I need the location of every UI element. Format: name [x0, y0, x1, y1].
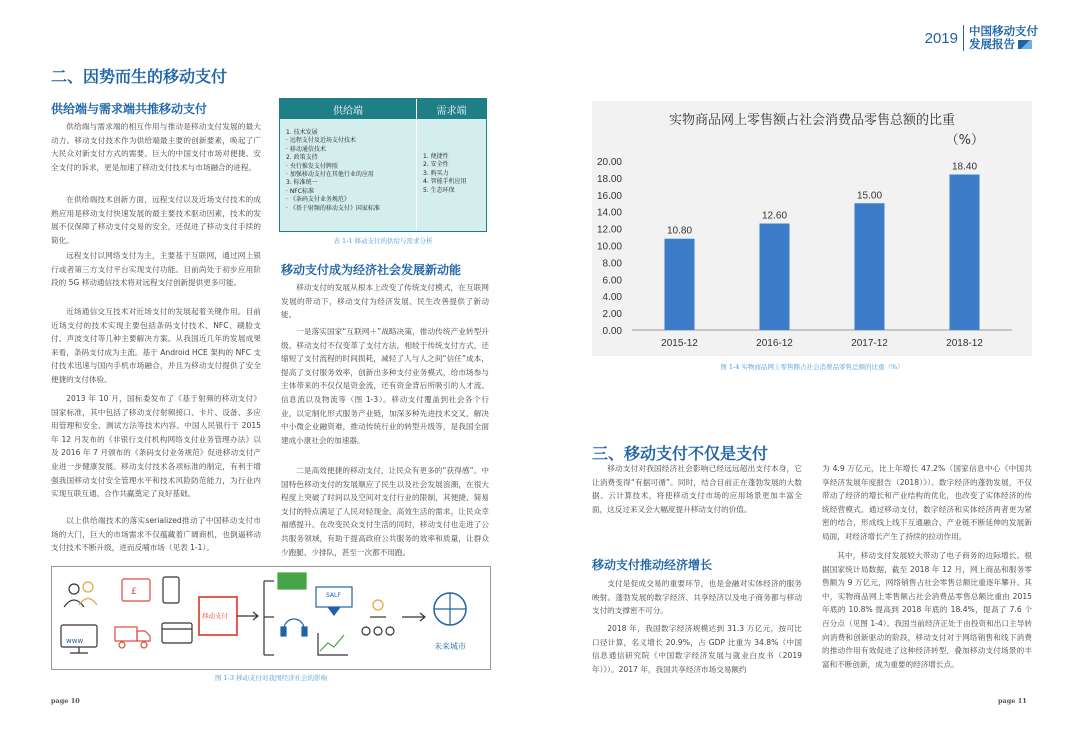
left-para-5: 2013 年 10 月，国标委发布了《基于射频的移动支付》国家标准，其中包括了移动支付射频接口、卡片、设备、多应用管理和安全、测试方法等技术内容。中国人民银行于 2015 年 12 月发布的《非银行支付机构网络支付业务管理办法》以及 2016 年 7 月颁布的《条码支付业务规范》促进移动支付产业进一步健康发展。移动支付技术各项标准的制定，有利于增强我国移动支付安全管理水平和技术风险防范能力，为行业内实现互联互通、合作共赢奠定了良好基础。	[51, 394, 261, 499]
growth-chart-icon	[318, 633, 348, 655]
report-logo-icon	[1018, 40, 1032, 49]
header-title	[969, 25, 1038, 51]
y-tick-label: 16.00	[596, 190, 622, 202]
y-tick-label: 4.00	[602, 292, 622, 304]
section-title-3: 三、移动支付不仅是支付	[592, 444, 769, 463]
users-icon	[64, 582, 97, 607]
right-para-3: 2018 年，我国数字经济规模达到 31.3 万亿元，按可比口径计算，名义增长 20.9%，占 GDP 比重为 34.8%（中国信息通信研究院《中国数字经济发展与就业白皮书（2019 年）》）。2017 年，我国共享经济市场交易额约	[592, 624, 802, 674]
bar-value-label: 12.60	[761, 210, 788, 222]
credit-card-icon	[162, 623, 192, 643]
delivery-truck-icon	[115, 627, 150, 648]
header-title-line2: 发展报告	[969, 37, 1015, 51]
network-people-icon	[362, 600, 394, 635]
right-para-5: 其中，移动支付发展较大带动了电子商务的边际增长。根据国家统计局数据，截至 2018 年 12 月，网上商品和服务零售额为 9 万亿元，网络销售占社会零售总额比重逐年攀升。其中，实物商品网上零售额占社会消费品零售总额比重由 2015 年底的 10.8% 提高到 2018 年底的 18.4%，提高了 7.6 个百分点（见图 1-4）。我国当前经济正处于由投资和出口主导转向消费和创新驱动的阶段，移动支付对于网络销售和线下消费的推动作用有效促进了这种经济转型，叠加移动支付场景的丰富和不断创新，成为重要的经济增长点。	[822, 551, 1032, 669]
supply-item: · 加强移动支付在其他行业的应用	[286, 171, 374, 179]
right-para-4: 为 4.9 万亿元，比上年增长 47.2%（国家信息中心《中国共享经济发展年度报告（2018）》）。数字经济的蓬勃发展，不仅带动了经济的增长和产业结构的优化，也改变了实体经济的传统经营模式。通过移动支付，数字经济和实体经济两者更为紧密的结合，形成线上线下互通融合、产业链不断延伸的发展新局面，对经济增长产生了持续的拉动作用。	[822, 464, 1032, 541]
header-title-line1: 中国移动支付	[969, 24, 1038, 38]
demand-item: 2. 安全性	[423, 161, 449, 169]
demand-list	[417, 119, 486, 231]
economy-impact-diagram	[51, 566, 491, 670]
table-head-supply: 供给端	[280, 99, 417, 119]
table-caption: 表 1-1 移动支付的供给与需求分析	[333, 237, 433, 245]
cash-icon	[278, 573, 306, 589]
left-para-2: 在供给端技术创新方面，远程支付以及近场支付技术的成熟应用是移动支付快速发展的最主要技术驱动因素，技术的发展不仅保障了移动支付交易的安全，还促进了移动支付手续的简化。	[51, 195, 261, 245]
chart-bar	[665, 239, 695, 330]
mobile-payment-label: 移动支付	[202, 612, 228, 620]
supply-list	[280, 119, 417, 231]
headset-icon	[281, 619, 307, 636]
bar-value-label: 10.80	[666, 225, 693, 237]
supply-item: · NFC标准	[286, 187, 314, 195]
x-tick-label: 2015-12	[661, 338, 698, 349]
svg-text:£: £	[131, 587, 137, 597]
page-number-right: page 11	[998, 697, 1027, 705]
x-tick-label: 2017-12	[851, 338, 888, 349]
supply-item: 1. 技术发展	[286, 129, 318, 136]
table-head-demand: 需求端	[436, 105, 467, 117]
left-para-4: 近场通信交互技术对近场支付的发展起着关键作用。目前近场支付的技术实现主要包括条码支付技术、NFC、刷脸支付、声波支付等几种主要解决方案。从我国近几年的发展成果来看，条码支付成为主流。基于 Android HCE 架构的 NFC 支付技术迅速与国内手机市场融合，并且为移动支付提供了安全便捷的支付体验。	[51, 307, 261, 384]
header-divider	[963, 25, 964, 51]
chart-bar	[760, 224, 790, 330]
left-para-1: 供给端与需求端的相互作用与推动是移动支付发展的最大动力。移动支付技术作为供给端最主要的创新要素，唤起了广大民众对新支付方式的需要。巨大的中国支付市场对便捷、安全支付的诉求，更是加速了移动支付技术与市场融合的进程。	[51, 122, 261, 172]
www-label: www	[66, 637, 84, 645]
demand-item: 1. 便捷性	[423, 153, 449, 160]
mid-para-3: 二是高效便捷的移动支付，让民众有更多的“获得感”。中国特色移动支付的发展顺应了民生以及社会发展浪潮，在很大程度上突破了时间以及空间对支付行业的限制，其便捷、简易支付的特点满足了人民对轻现金、高效生活的需求，让民众幸福感提升。在改变民众支付生活的同时，移动支付也走进了公共服务领域，有助于提高政府公共服务的效率和质量，让群众少跑腿、少排队，甚至一次都不用跑。	[281, 466, 489, 557]
x-tick-label: 2018-12	[946, 338, 983, 349]
globe-icon	[434, 593, 466, 625]
chart-bar	[950, 175, 980, 330]
supply-item: · 《条码支付业务规范》	[286, 196, 350, 204]
phone-icon	[163, 577, 179, 603]
bar-value-label: 15.00	[856, 190, 883, 202]
chart-caption: 图 1-4 实物商品网上零售额占社会消费品零售总额的比重（%）	[720, 363, 904, 371]
bar-value-label: 18.40	[951, 161, 978, 173]
chart-bar	[855, 203, 885, 330]
chart-unit: （%）	[945, 133, 984, 148]
demand-item: 5. 生态环保	[423, 186, 455, 194]
y-tick-label: 14.00	[596, 207, 622, 219]
retail-share-chart	[592, 101, 1032, 356]
x-tick-label: 2016-12	[756, 338, 793, 349]
page-number-left: page 10	[51, 697, 80, 705]
section-title-2: 二、因势而生的移动支付	[51, 67, 228, 86]
y-tick-label: 0.00	[602, 326, 622, 337]
subsection-supply-demand: 供给端与需求端共推移动支付	[51, 102, 208, 116]
right-para-1: 移动支付对我国经济社会影响已经远远超出支付本身，它让消费变得“有据可循”。同时，结合目前正在蓬勃发展的大数据、云计算技术，将使移动支付市场的应用场景更加丰富全面，这反过来又会大幅度提升移动支付的价值。	[592, 464, 802, 514]
left-para-3: 远程支付以网络支付为主，主要基于互联网，通过网上银行或者第三方支付平台实现支付功能。目前尚处于初步应用阶段的 5G 移动通信技术将对远程支付创新提供更多可能。	[51, 251, 261, 288]
subsection-economic-growth: 移动支付推动经济增长	[592, 558, 713, 572]
money-icon	[122, 579, 150, 601]
y-tick-label: 18.00	[596, 173, 622, 185]
y-tick-label: 6.00	[602, 275, 622, 287]
page-header	[925, 25, 1038, 51]
subsection-new-driver: 移动支付成为经济社会发展新动能	[281, 263, 462, 277]
mid-para-1: 移动支付的发展从根本上改变了传统支付模式，在互联网发展的带动下，移动支付为经济发展、民生改善提供了新动能。	[281, 283, 489, 320]
chart-plot	[592, 101, 1032, 356]
y-tick-label: 20.00	[596, 157, 622, 168]
header-year: 2019	[924, 29, 958, 47]
y-tick-label: 10.00	[596, 241, 622, 253]
supply-item: 3. 标准统一	[286, 179, 318, 187]
future-city-label: 未来城市	[434, 642, 466, 651]
left-para-6: 以上供给端技术的落实serialized推动了中国移动支付市场的大门，巨大的市场需求不仅蕴藏着广阔商机，也倒逼移动支付技术不断升级，进而反哺市场（见表 1-1）。	[51, 516, 261, 553]
supply-item: · 《基于射频的移动支付》国家标准	[286, 204, 380, 212]
diagram-caption: 图 1-3 移动支付对我国经济社会的影响	[214, 674, 328, 682]
demand-item: 4. 智能手机应用	[423, 178, 467, 186]
mid-para-2: 一是落实国家“互联网＋”战略决策，推动传统产业转型升级。移动支付不仅变革了支付方法，相较于传统支付方式，还缩短了支付流程的时间损耗，减轻了人与人之间“信任”成本，提高了支付服务效率，创新出多种支付业务模式，给市场参与主体带来的不仅仅是资金流，还有资金背后所吸引的人才流、信息流以及物流等（图 1-3）。移动支付覆盖到社会各个行业，以定制化形式服务产业链，加深多种先进技术交叉，解决中小微企业融资难，推动传统行业的转型升级等，是我国全面建成小康社会的加速器。	[281, 327, 489, 445]
y-tick-label: 8.00	[602, 258, 622, 270]
y-tick-label: 2.00	[602, 309, 622, 321]
chart-title: 实物商品网上零售额占社会消费品零售总额的比重	[668, 113, 955, 128]
y-tick-label: 12.00	[596, 224, 622, 236]
supply-item: 2. 政策支持	[286, 154, 318, 162]
supply-item: · 央行推发支付牌照	[286, 162, 338, 170]
supply-item: · 移动通信技术	[286, 145, 326, 153]
salf-label: SALF	[326, 592, 341, 599]
supply-item: · 远程支付及近场支付技术	[286, 137, 356, 145]
right-para-2: 支付是促成交易的重要环节，也是金融对实体经济的服务映射。蓬勃发展的数字经济、共享经济以及电子商务都与移动支付的支撑密不可分。	[592, 579, 802, 616]
demand-item: 3. 购买力	[423, 169, 449, 177]
supply-demand-table	[279, 98, 487, 232]
